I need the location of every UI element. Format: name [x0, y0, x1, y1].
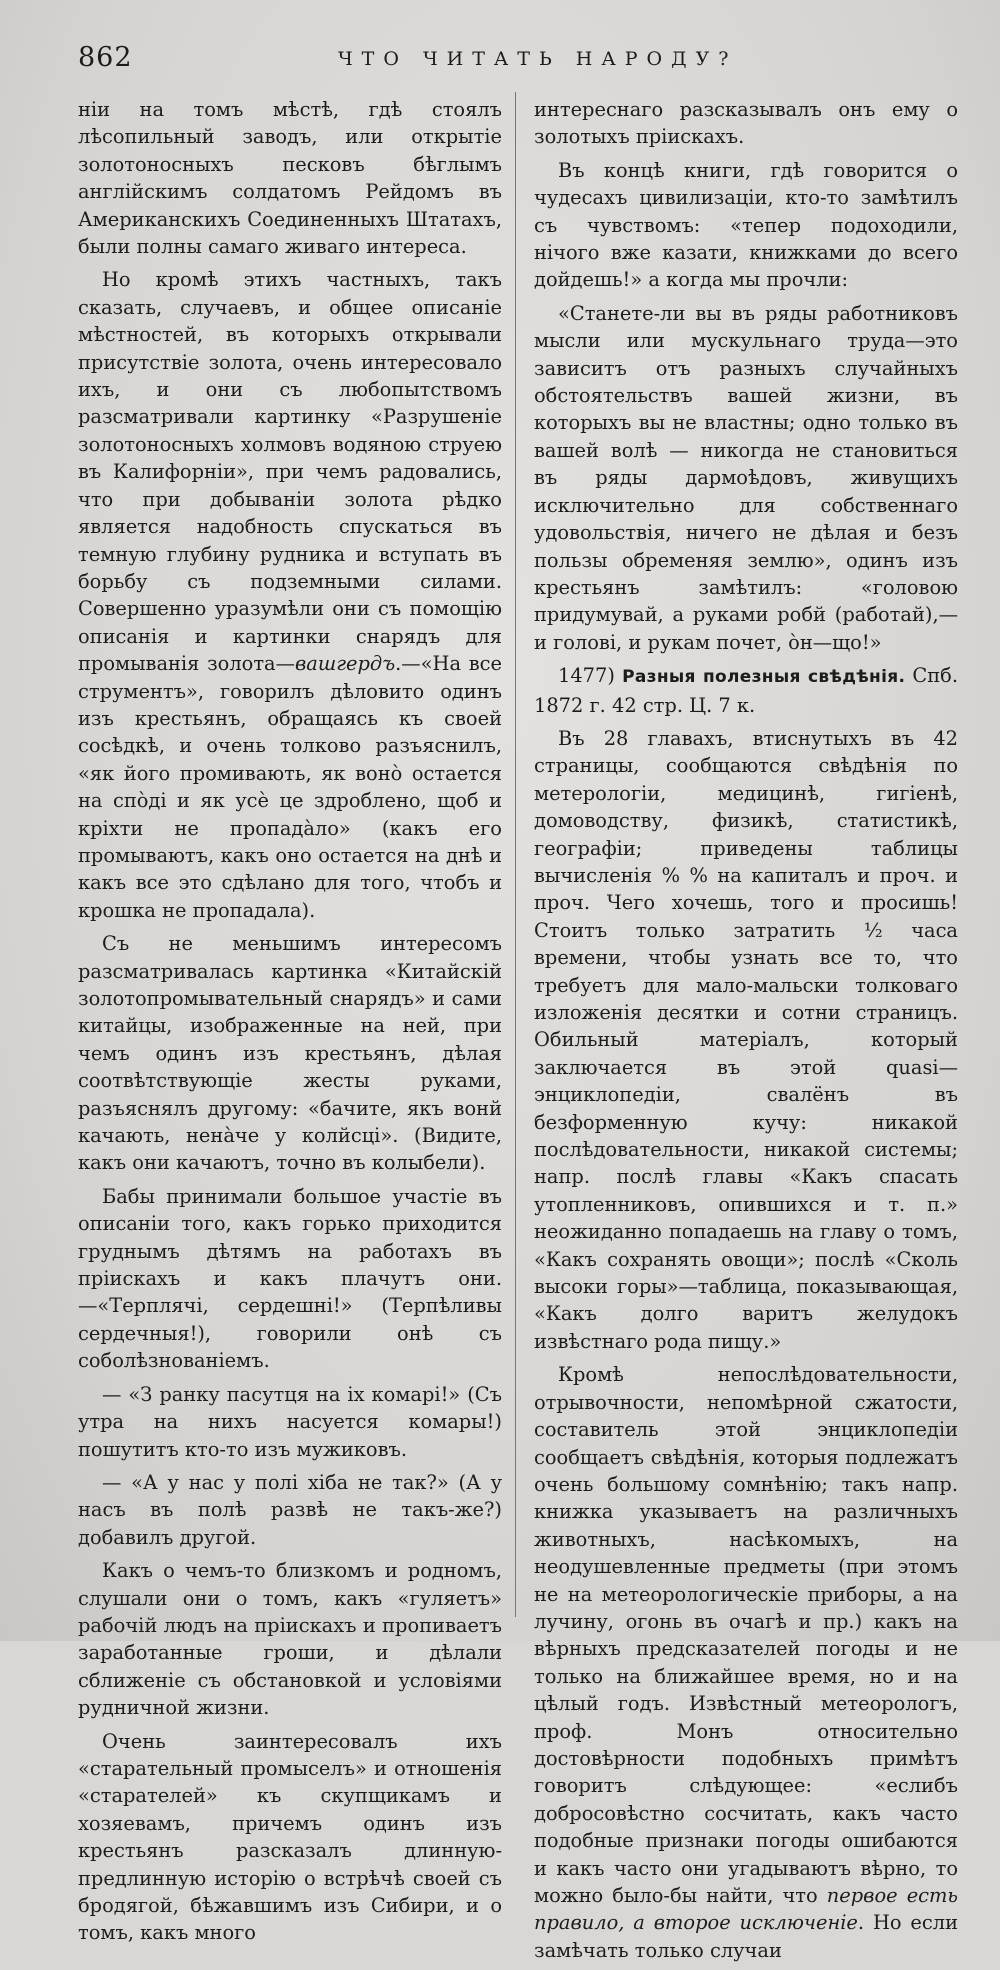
- paragraph: Какъ о чемъ-то близкомъ и родномъ, слушали они о томъ, какъ «гуляетъ» рабочiй людъ на прiискахъ и пропиваетъ заработанные гроши, и дѣлали сближенiе съ обстановкой и условiями рудничной жизни.: [78, 1559, 502, 1720]
- paragraph: Въ 28 главахъ, втиснутыхъ въ 42 страницы, сообщаются свѣдѣнiя по метерологiи, медицинѣ, гигiенѣ, домоводству, физикѣ, статистикѣ, географiи; приведены таблицы вычисленiя % % на капиталъ и проч. и проч. Чего хочешь, того и просишь! Стоитъ только затратить ½ часа времени, чтобы узнать все то, что требуетъ для мало-мальски толковаго изложенiя десятки и сотни страницъ. Обильный матерiалъ, который заключается въ этой quasi—энциклопедiи, свалёнъ въ безформенную кучу: никакой послѣдовательности, никакой системы; напр. послѣ главы «Какъ спасать утопленниковъ, опившихся и т. п.» неожиданно попадаешь на главу о томъ, «Какъ сохранять овощи»; послѣ «Сколь высоки горы»—таблица, показывающая, «Какъ долго варитъ желудокъ извѣстнаго рода пищу.»: [534, 726, 958, 1353]
- entry-details: Спб. 1872 г. 42 стр. Ц. 7 к.: [534, 664, 959, 717]
- paragraph: Съ не меньшимъ интересомъ разсматривалась картинка «Китайскiй золотопромывательный снарядъ» и сами китайцы, изображенные на ней, при чемъ одинъ изъ крестьянъ, дѣлая соотвѣтствующiе жесты руками, разъяснялъ другому: «бачите, якъ вонй качають, ненàче у колйсцi». (Видите, какъ они качаютъ, точно въ колыбели).: [78, 932, 502, 1175]
- page-number: 862: [78, 42, 133, 73]
- column-divider: [515, 92, 516, 1617]
- catalog-entry: [534, 662, 958, 719]
- right-column: [534, 96, 958, 1970]
- paragraph: Очень заинтересовалъ ихъ «старательный промыселъ» и отношенiя «старателей» къ скупщикамъ и хозяевамъ, причемъ одинъ изъ крестьянъ разсказалъ длинную-предлинную исторiю о встрѣчѣ своей съ бродягой, бѣжавшимъ изъ Сибири, и о томъ, какъ много: [78, 1729, 502, 1945]
- paragraph: «Станете-ли вы въ ряды работниковъ мысли или мускульнаго труда—это зависитъ отъ разныхъ случайныхъ обстоятельствъ вашей жизни, въ которыхъ вы не властны; одно только въ вашей волѣ — никогда не становиться въ ряды дармоѣдовъ, живущихъ исключительно для собственнаго удовольствiя, ничего не дѣлая и безъ пользы обременяя землю», одинъ изъ крестьянъ замѣтилъ: «головою придумувай, а руками робй (работай),—и головi, и рукам почет, òн—що!»: [534, 301, 958, 654]
- entry-number: 1477): [558, 664, 615, 688]
- paragraph: — «З ранку пасутця на iх комарi!» (Съ утра на нихъ насуется комары!) пошутитъ кто-то изъ мужиковъ.: [78, 1382, 502, 1461]
- paragraph: нiи на томъ мѣстѣ, гдѣ стоялъ лѣсопильный заводъ, или открытiе золотоносныхъ песковъ бѣглымъ англiйскимъ солдатомъ Рейдомъ въ Американскихъ Соединенныхъ Штатахъ, были полны самаго живаго интереса.: [78, 98, 502, 259]
- paragraph: Бабы принимали большое участiе въ описанiи того, какъ горько приходится груднымъ дѣтямъ на работахъ въ прiискахъ и какъ плачутъ они.—«Терплячi, сердешнi!» (Терпѣливы сердечныя!), говорили онѣ съ соболѣзнованiемъ.: [78, 1184, 502, 1373]
- entry-title: Разныя полезныя свѣдѣнiя.: [622, 667, 906, 688]
- running-title: ЧТО ЧИТАТЬ НАРОДУ?: [338, 48, 738, 70]
- paragraph: Въ концѣ книги, гдѣ говорится о чудесахъ цивилизацiи, кто-то замѣтилъ съ чувствомъ: «тепер подоходили, нiчого вже казати, книжками до всего дойдешь!» а когда мы прочли:: [534, 158, 958, 292]
- left-column: [78, 96, 502, 1953]
- paragraph: — «А у нас у полi хiба не так?» (А у насъ въ полѣ развѣ не такъ-же?) добавилъ другой.: [78, 1470, 502, 1549]
- paragraph: Но кромѣ этихъ частныхъ, такъ сказать, случаевъ, и общее описанiе мѣстностей, въ которыхъ открывали присутствiе золота, очень интересовало ихъ, и они съ любопытствомъ разсматривали картинку «Разрушенiе золотоносныхъ холмовъ водяною струею въ Калифорнiи», при чемъ радовались, что при добыванiи золота рѣдко является надобность спускаться въ темную глубину рудника и вступать въ борьбу съ подземными силами. Совершенно уразумѣли они съ помощiю описанiя и картинки снарядъ для промыванiя золота—вашгердъ.—«На все струментъ», говорилъ дѣловито одинъ изъ крестьянъ, обращаясь къ своей сосѣдкѣ, и очень толково разъяснилъ, «як його промивають, як вонò остается на спòдi и як усè це здроблено, щоб и крiхти не пропадàло» (какъ его промываютъ, какъ оно остается на днѣ и какъ все это сдѣлано для того, чтобъ и крошка не пропадала).: [78, 268, 502, 922]
- paragraph: Кромѣ непослѣдовательности, отрывочности, непомѣрной сжатости, составитель этой энциклопедiи сообщаетъ свѣдѣнiя, которыя подлежатъ очень большому сомнѣнiю; такъ напр. книжка указываетъ на различныхъ животныхъ, насѣкомыхъ, на неодушевленные предметы (при этомъ не на метеорологическiе приборы, а на лучину, огонь въ очагѣ и пр.) какъ на вѣрныхъ предсказателей погоды и не только на ближайшее время, но и на цѣлый годъ. Извѣстный метеорологъ, проф. Монъ относительно достовѣрности подобныхъ примѣтъ говоритъ слѣдующее: «еслибъ добросовѣстно сосчитать, какъ часто подобные признаки погоды ошибаются и какъ часто они угадываютъ вѣрно, то можно было-бы найти, что первое есть правило, а второе исключенiе. Но если замѣчать только случаи: [534, 1363, 958, 1962]
- page-header: [78, 42, 958, 82]
- paragraph: интереснаго разсказывалъ онъ ему о золотыхъ прiискахъ.: [534, 98, 958, 149]
